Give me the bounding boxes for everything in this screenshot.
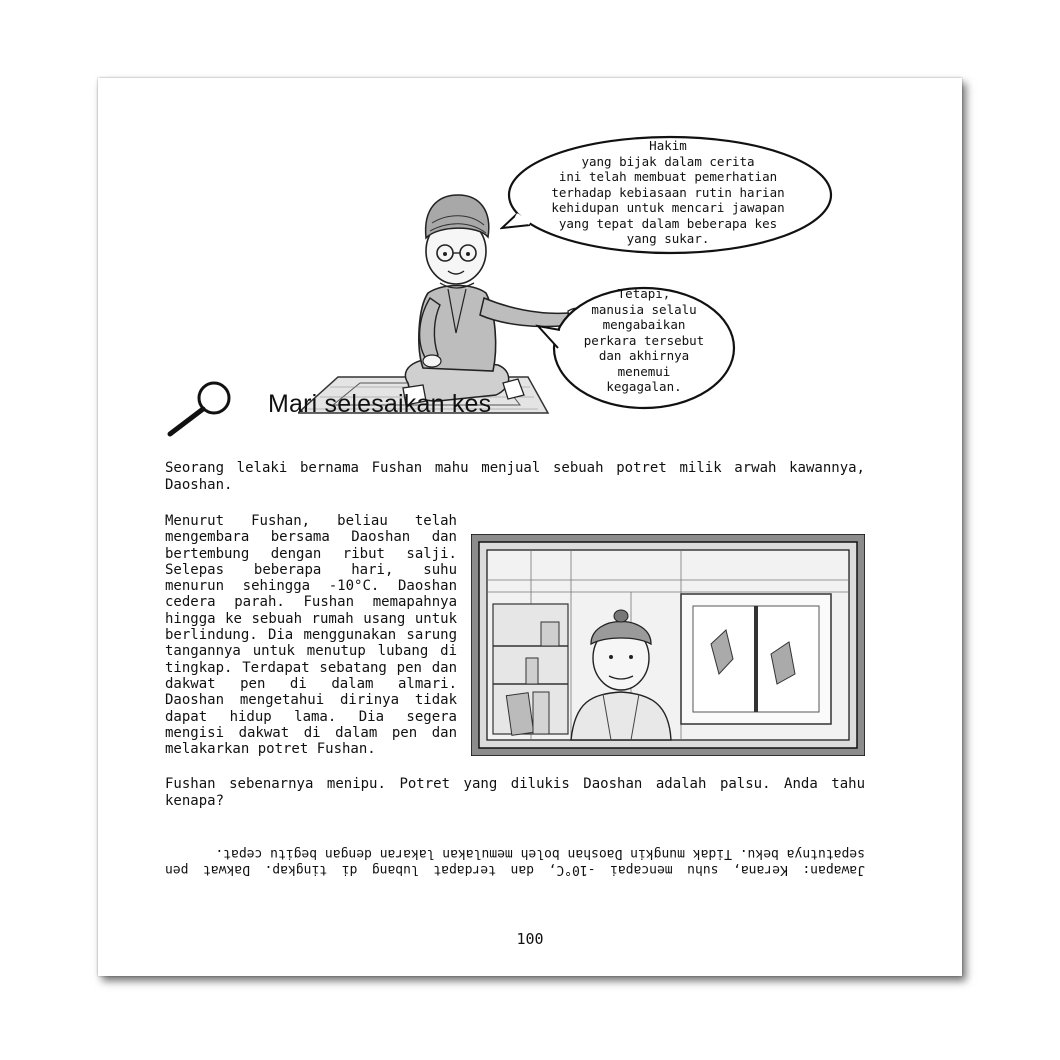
speech-bubble-top-text: Hakim yang bijak dalam cerita ini telah membuat pemerhatian terhadap kebiasaan rutin harian kehidupan untuk mencari jawapan yang tepat dalam beberapa kes yang sukar. — [551, 138, 785, 246]
magnifying-glass-icon — [162, 378, 238, 438]
paragraph-question: Fushan sebenarnya menipu. Potret yang dilukis Daoshan adalah palsu. Anda tahu kenapa? — [165, 776, 865, 809]
speech-bubble-bottom-text: Tetapi, manusia selalu mengabaikan perkara tersebut dan akhirnya menemui kegagalan. — [583, 286, 705, 394]
answer-upside-down: Jawapan: Kerana, suhu mencapai -10°C, dan terdapat lubang di tingkap. Dakwat pen sepatutnya beku. Tidak mungkin Daoshan boleh memulakan lakaran dengan begitu cepat. — [165, 846, 865, 877]
cabin-scene-illustration — [471, 534, 865, 756]
paragraph-story: Menurut Fushan, beliau telah mengembara bersama Daoshan dan bertembung dengan ribut salji. Selepas beberapa hari, suhu menurun sehingga -10°C. Daoshan cedera parah. Fushan memapahnya hingga ke sebuah rumah usang untuk berlindung. Dia menggunakan sarung tangannya untuk menutup lubang di tingkap. Terdapat sebatang pen dan dakwat pen di dalam almari. Daoshan mengetahui dirinya tidak dapat hidup lama. Dia segera mengisi dakwat di dalam pen dan melakarkan potret Fushan. — [165, 513, 865, 760]
section-heading: Mari selesaikan kes — [268, 390, 492, 418]
paragraph-intro: Seorang lelaki bernama Fushan mahu menjual sebuah potret milik arwah kawannya, Daoshan. — [165, 460, 865, 493]
book-page — [98, 78, 962, 976]
page-number: 100 — [516, 930, 544, 948]
